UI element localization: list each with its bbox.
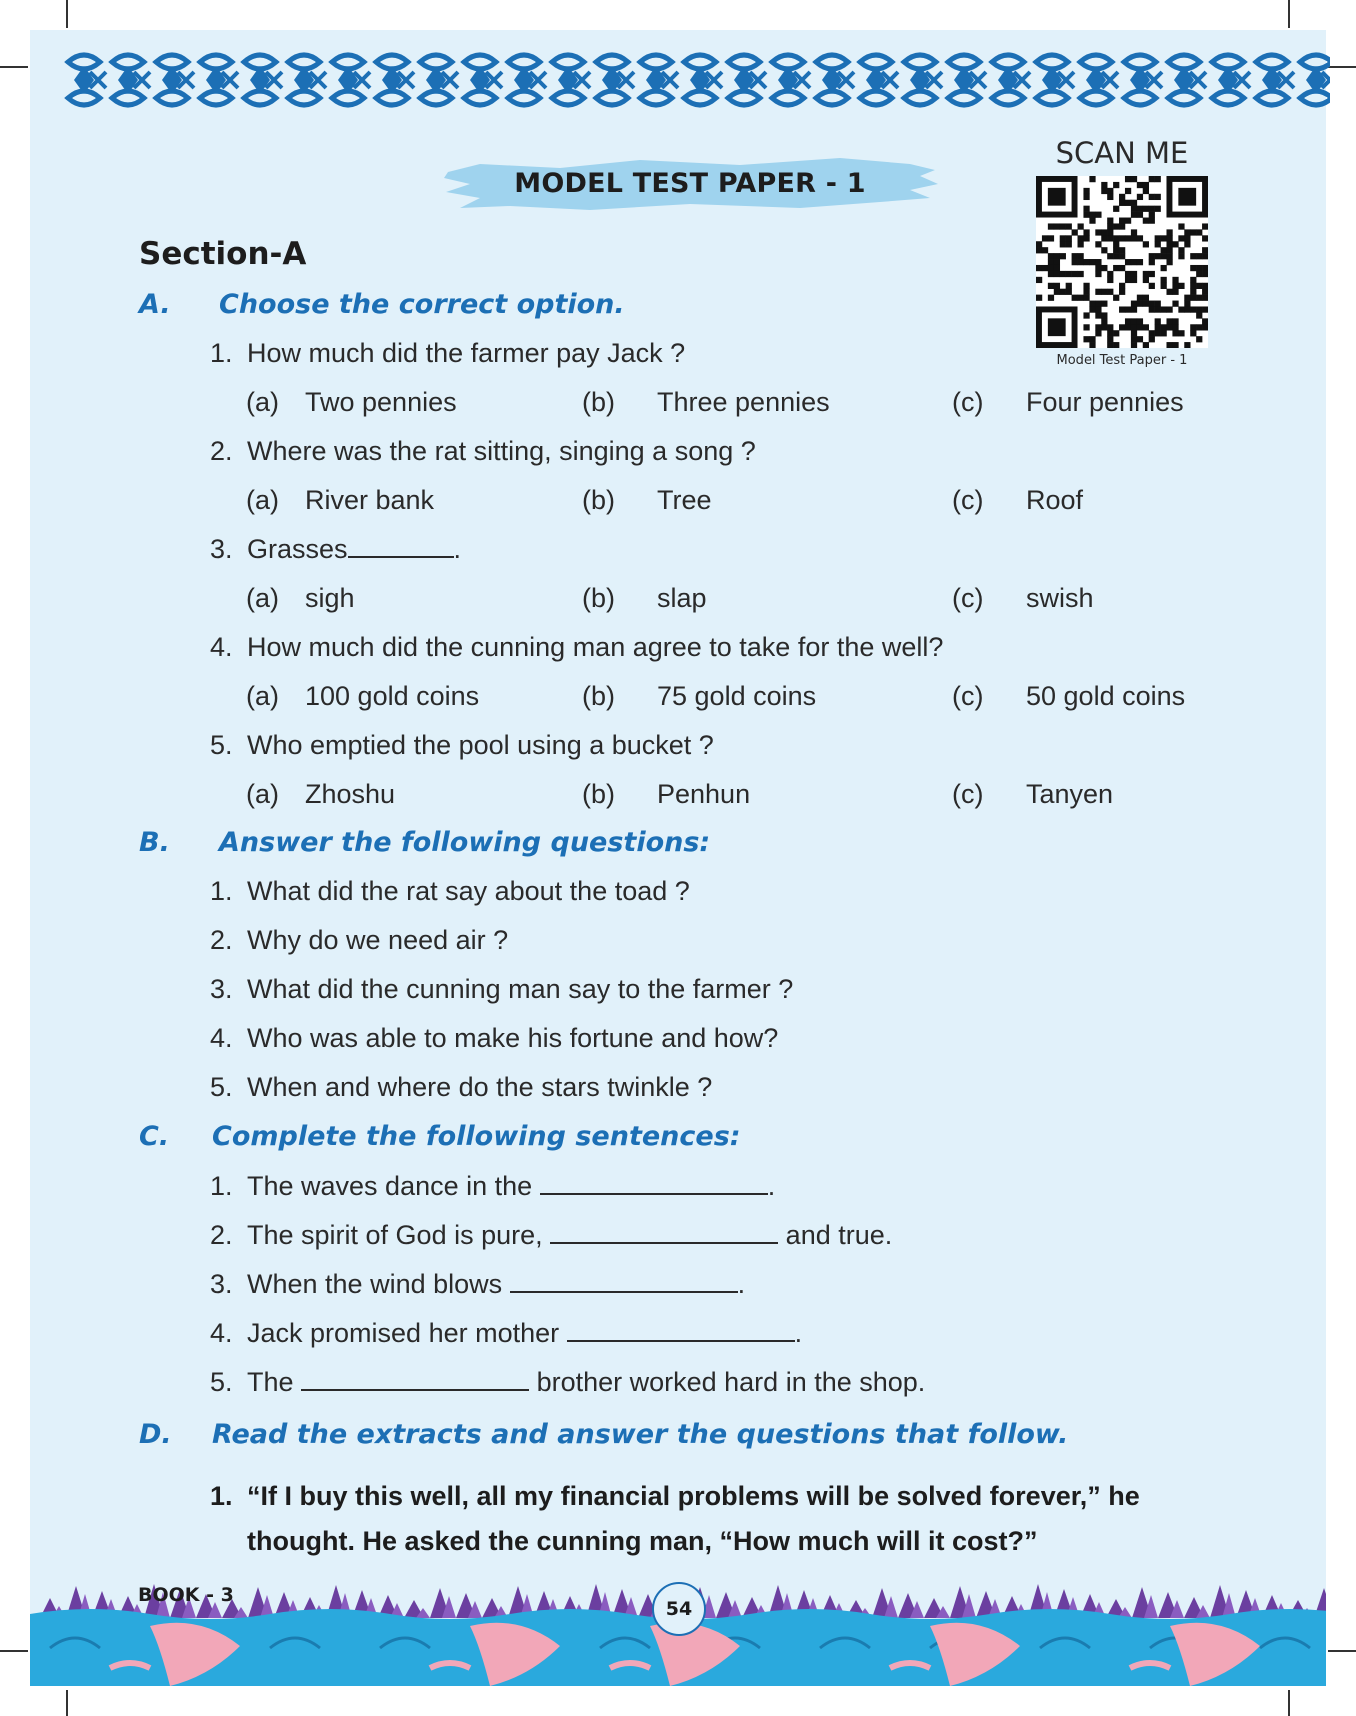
item-number: 4. bbox=[210, 1318, 233, 1348]
answer-blank bbox=[540, 1171, 768, 1195]
item-number: 1. bbox=[210, 876, 233, 906]
question-a-heading bbox=[139, 289, 839, 329]
option-label: (b) bbox=[582, 583, 615, 613]
item-text: When and where do the stars twinkle ? bbox=[247, 1072, 713, 1102]
extract-number: 1. bbox=[210, 1481, 233, 1511]
option-text: River bank bbox=[305, 485, 435, 515]
answer-blank bbox=[567, 1318, 795, 1342]
item-number: 4. bbox=[210, 632, 233, 662]
sentence-before: When the wind blows bbox=[247, 1269, 503, 1299]
qr-code[interactable] bbox=[1036, 176, 1208, 348]
item-number: 3. bbox=[210, 534, 233, 564]
crop-mark bbox=[0, 1650, 28, 1652]
answer-blank bbox=[301, 1367, 529, 1391]
item-text-main: Grasses bbox=[247, 534, 348, 564]
option-label: (a) bbox=[246, 583, 279, 613]
option-text: Penhun bbox=[657, 779, 751, 809]
item-number: 4. bbox=[210, 1023, 233, 1053]
crop-mark bbox=[1328, 66, 1356, 68]
question-b-heading bbox=[139, 827, 839, 867]
answer-blank bbox=[348, 534, 454, 558]
item-text-main: How much did the farmer pay Jack ? bbox=[247, 338, 686, 368]
item-text bbox=[247, 436, 756, 467]
question-instruction: Read the extracts and answer the questions that follow. bbox=[212, 1419, 1069, 1450]
question-c-heading bbox=[139, 1121, 839, 1161]
option-text: 75 gold coins bbox=[657, 681, 817, 711]
item-text: Who was able to make his fortune and how? bbox=[247, 1023, 779, 1053]
question-letter: D. bbox=[139, 1419, 172, 1450]
answer-blank bbox=[550, 1220, 778, 1244]
item-text: What did the rat say about the toad ? bbox=[247, 876, 690, 906]
scan-me-label: SCAN ME bbox=[1055, 136, 1189, 170]
option-label: (b) bbox=[582, 681, 615, 711]
option-text: swish bbox=[1026, 583, 1094, 613]
item-number: 5. bbox=[210, 1367, 233, 1397]
item-text-main: Where was the rat sitting, singing a song ? bbox=[247, 436, 756, 466]
option-text: Zhoshu bbox=[305, 779, 396, 809]
option-text: Two pennies bbox=[305, 387, 457, 417]
option-text: slap bbox=[657, 583, 707, 613]
qr-caption: Model Test Paper - 1 bbox=[1056, 353, 1188, 368]
option-text: Roof bbox=[1026, 485, 1084, 515]
option-label: (b) bbox=[582, 387, 615, 417]
item-suffix: . bbox=[453, 534, 462, 564]
item-number: 3. bbox=[210, 1269, 233, 1299]
sentence-before: The spirit of God is pure, bbox=[247, 1220, 543, 1250]
item-number: 2. bbox=[210, 1220, 233, 1250]
item-text: Why do we need air ? bbox=[247, 925, 509, 955]
option-label: (a) bbox=[246, 779, 279, 809]
crop-mark bbox=[66, 0, 68, 28]
option-label: (a) bbox=[246, 681, 279, 711]
sentence-before: The bbox=[247, 1367, 294, 1397]
page-number: 54 bbox=[652, 1582, 706, 1636]
option-text: 100 gold coins bbox=[305, 681, 480, 711]
option-label: (c) bbox=[952, 485, 984, 515]
sentence-after: . bbox=[794, 1318, 803, 1348]
sentence-text bbox=[247, 1367, 925, 1398]
item-text bbox=[247, 632, 943, 663]
crop-mark bbox=[0, 66, 28, 68]
option-label: (a) bbox=[246, 387, 279, 417]
book-label: BOOK - 3 bbox=[138, 1584, 234, 1606]
option-label: (c) bbox=[952, 681, 984, 711]
sentence-text bbox=[247, 1220, 892, 1251]
item-text: What did the cunning man say to the farmer ? bbox=[247, 974, 794, 1004]
crop-mark bbox=[1288, 0, 1290, 28]
option-text: Three pennies bbox=[657, 387, 830, 417]
page-title: MODEL TEST PAPER - 1 bbox=[514, 168, 866, 199]
item-number: 2. bbox=[210, 436, 233, 466]
question-instruction: Answer the following questions: bbox=[219, 827, 711, 858]
extract-text: “If I buy this well, all my financial problems will be solved forever,” he thought. He asked the cunning man, “How much will it cost?” bbox=[247, 1481, 1140, 1556]
item-number: 2. bbox=[210, 925, 233, 955]
section-heading: Section-A bbox=[139, 236, 307, 272]
item-number: 1. bbox=[210, 338, 233, 368]
item-text bbox=[247, 338, 685, 369]
option-label: (c) bbox=[952, 583, 984, 613]
sentence-text bbox=[247, 1269, 745, 1300]
sentence-after: . bbox=[767, 1171, 776, 1201]
question-letter: B. bbox=[139, 827, 170, 858]
item-text bbox=[247, 534, 461, 565]
sentence-after: brother worked hard in the shop. bbox=[536, 1367, 926, 1397]
item-number: 1. bbox=[210, 1171, 233, 1201]
item-text bbox=[247, 730, 714, 761]
item-number: 3. bbox=[210, 974, 233, 1004]
question-letter: A. bbox=[139, 289, 171, 320]
sentence-before: Jack promised her mother bbox=[247, 1318, 560, 1348]
option-label: (b) bbox=[582, 485, 615, 515]
question-letter: C. bbox=[139, 1121, 170, 1152]
crop-mark bbox=[1328, 1650, 1356, 1652]
question-d-heading bbox=[139, 1419, 1139, 1459]
option-label: (a) bbox=[246, 485, 279, 515]
answer-blank bbox=[510, 1269, 738, 1293]
item-text-main: How much did the cunning man agree to take for the well? bbox=[247, 632, 944, 662]
option-text: Tanyen bbox=[1026, 779, 1114, 809]
decorative-border-top bbox=[30, 28, 1330, 118]
sentence-after: . bbox=[737, 1269, 746, 1299]
question-instruction: Complete the following sentences: bbox=[212, 1121, 741, 1152]
sentence-before: The waves dance in the bbox=[247, 1171, 533, 1201]
option-label: (b) bbox=[582, 779, 615, 809]
sentence-after: and true. bbox=[785, 1220, 893, 1250]
item-number: 5. bbox=[210, 1072, 233, 1102]
sentence-text bbox=[247, 1171, 775, 1202]
question-instruction: Choose the correct option. bbox=[219, 289, 625, 320]
option-text: 50 gold coins bbox=[1026, 681, 1186, 711]
item-number: 5. bbox=[210, 730, 233, 760]
option-text: sigh bbox=[305, 583, 355, 613]
option-label: (c) bbox=[952, 779, 984, 809]
title-banner bbox=[440, 150, 940, 220]
item-text-main: Who emptied the pool using a bucket ? bbox=[247, 730, 714, 760]
sentence-text bbox=[247, 1318, 802, 1349]
crop-mark bbox=[66, 1690, 68, 1716]
option-text: Four pennies bbox=[1026, 387, 1184, 417]
option-text: Tree bbox=[657, 485, 712, 515]
option-label: (c) bbox=[952, 387, 984, 417]
crop-mark bbox=[1288, 1690, 1290, 1716]
